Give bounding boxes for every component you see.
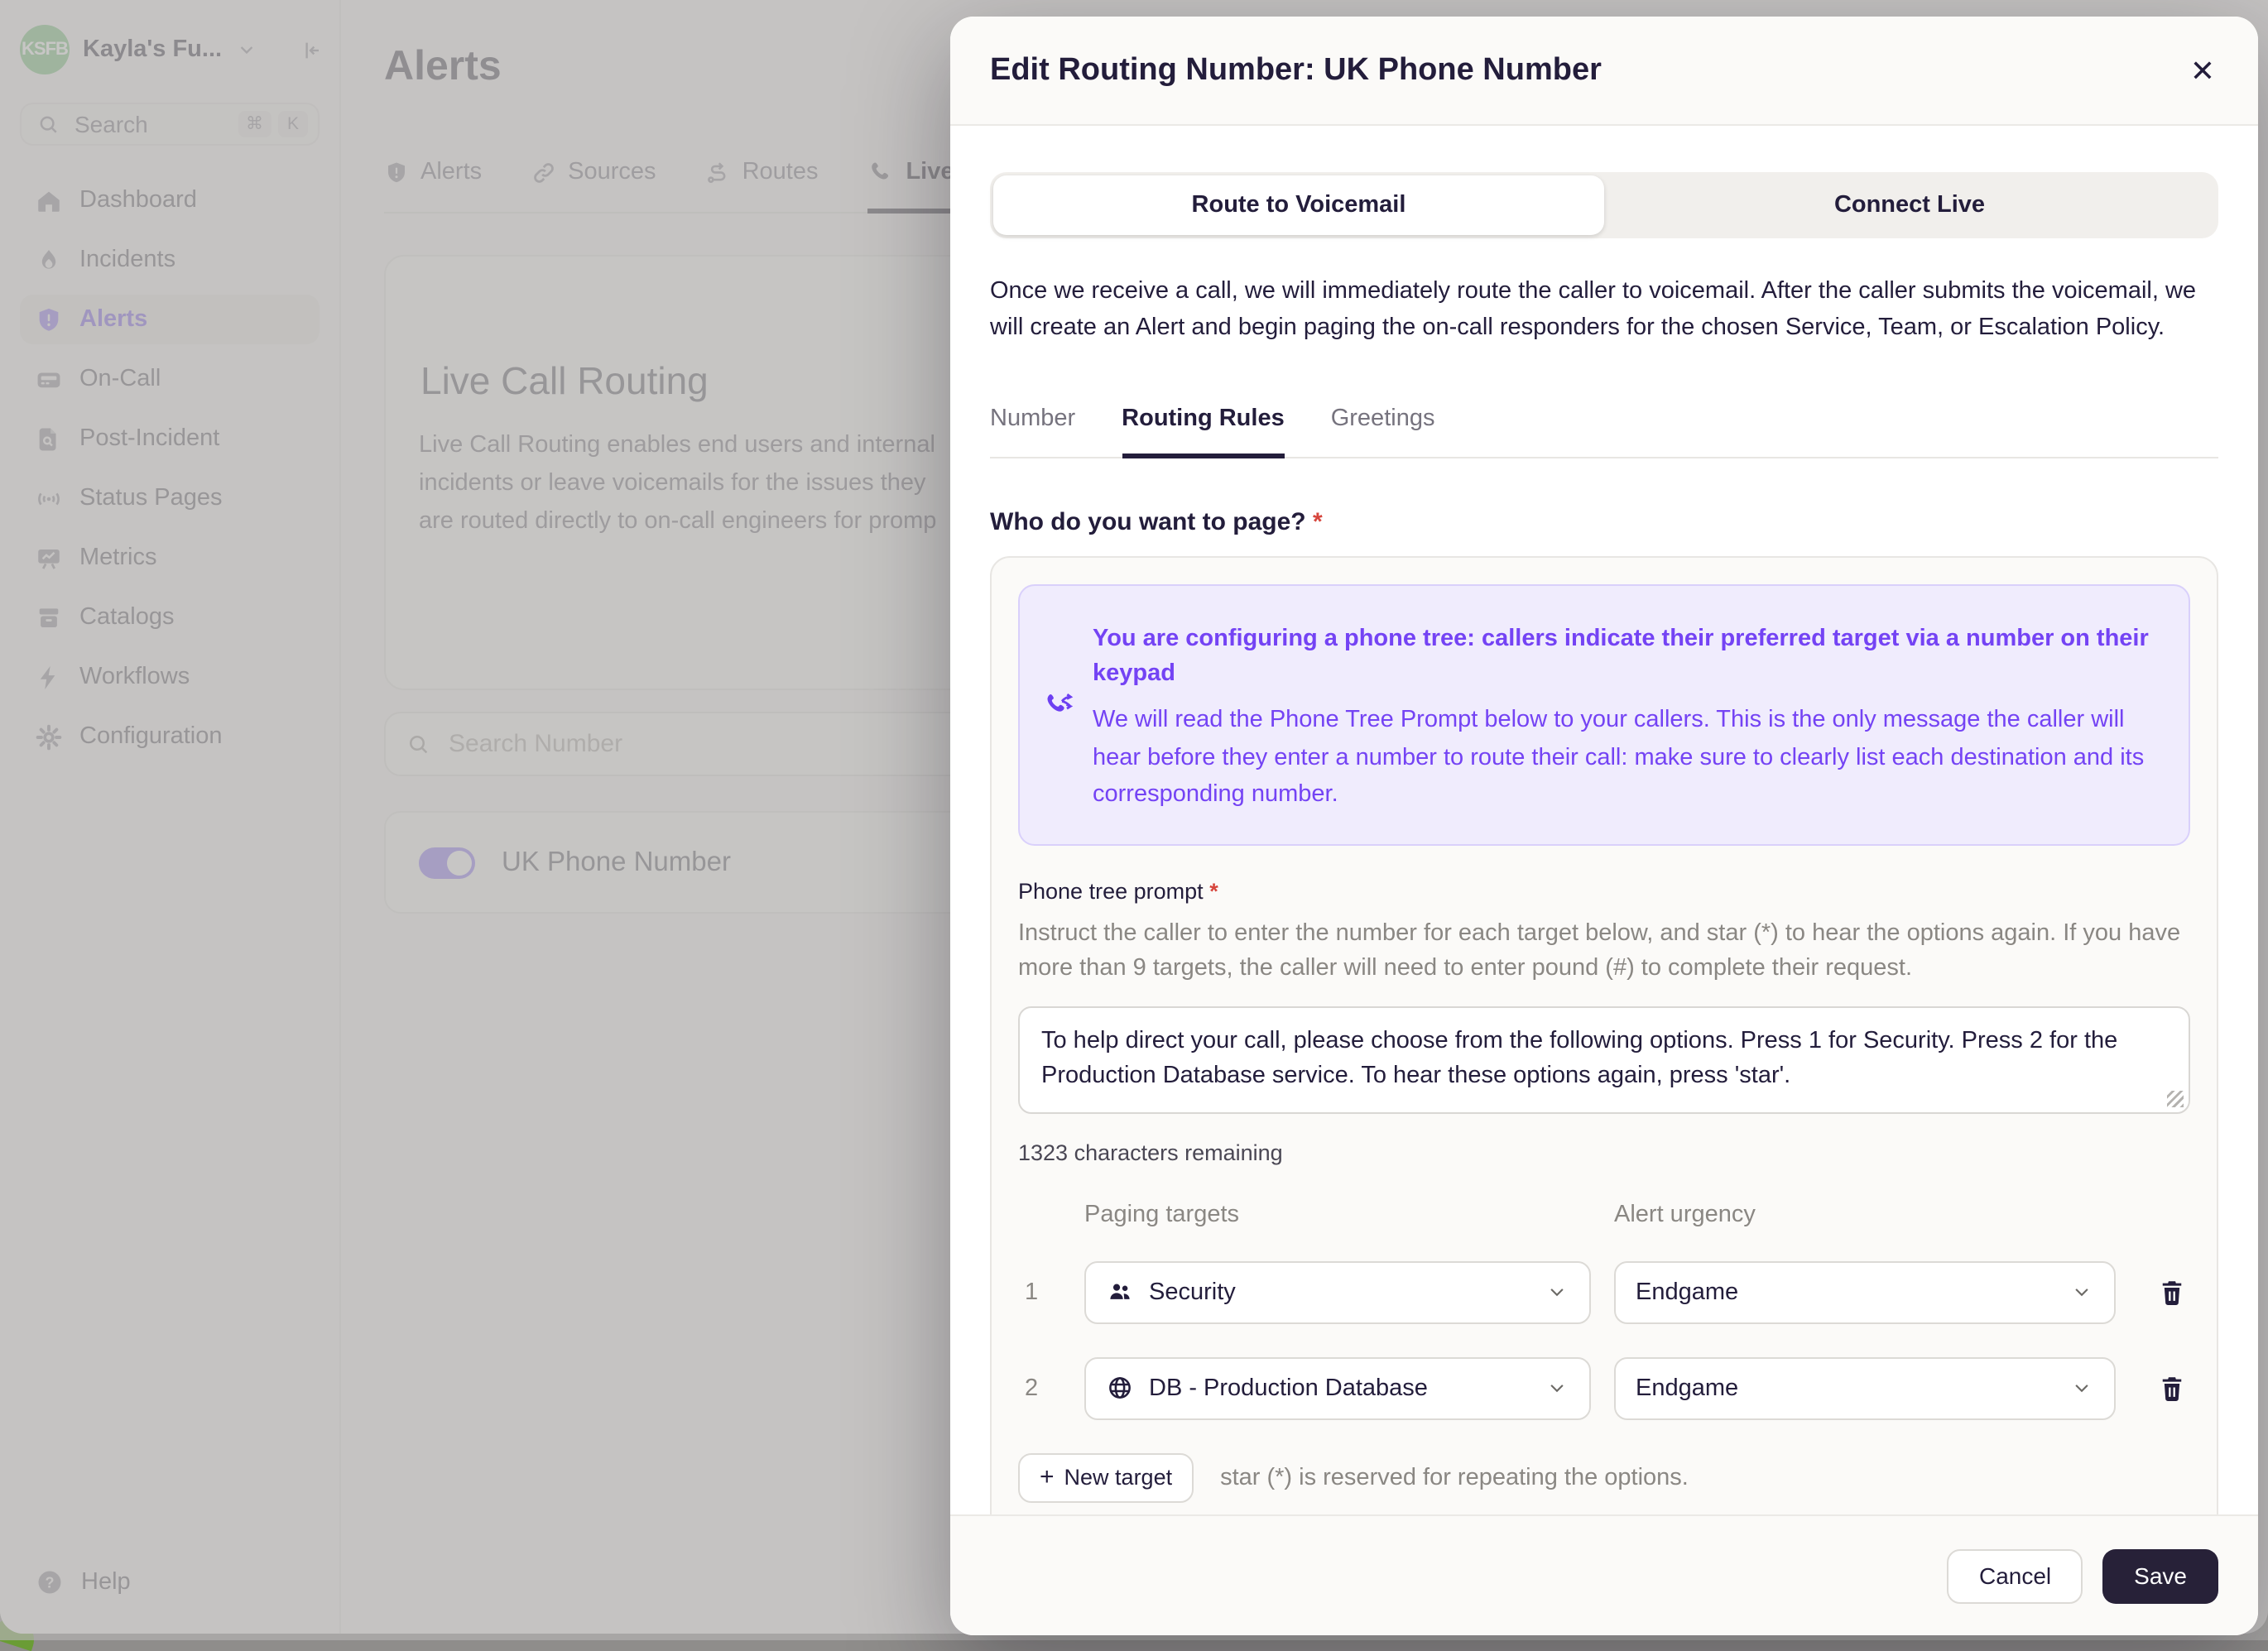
row-number: 1 <box>1025 1279 1039 1305</box>
chevron-down-icon <box>2069 1375 2094 1400</box>
cancel-button[interactable]: Cancel <box>1948 1548 2083 1603</box>
chevron-down-icon <box>2069 1279 2094 1304</box>
target-select-1[interactable] <box>1084 1260 1591 1323</box>
phone-tree-prompt-value: To help direct your call, please choose from the following options. Press 1 for Security. Press 2 for the Production Database service. To hear these options again, press 'star'. <box>1041 1027 2118 1089</box>
urgency-select-1[interactable] <box>1614 1260 2116 1323</box>
save-button[interactable]: Save <box>2102 1548 2218 1603</box>
required-asterisk: * <box>1209 878 1218 903</box>
segment-route-to-voicemail[interactable]: Route to Voicemail <box>993 175 1604 235</box>
row-number: 2 <box>1025 1375 1039 1401</box>
new-target-button[interactable] <box>1018 1452 1194 1502</box>
new-target-label: New target <box>1064 1465 1173 1490</box>
star-reserved-note: star (*) is reserved for repeating the options. <box>1220 1464 1689 1490</box>
phone-tree-prompt-label <box>1018 878 2190 903</box>
voicemail-description: Once we receive a call, we will immediately route the caller to voicemail. After the caller submits the voicemail, we will create an Alert and begin paging the on-call responders for the chosen Service, Team, or Escalation Policy. <box>990 278 2197 340</box>
routing-rules-card <box>990 556 2218 1514</box>
who-to-page-heading <box>990 508 2218 536</box>
target-select-value: DB - Production Database <box>1149 1375 1428 1401</box>
phone-tree-prompt-textarea[interactable] <box>1018 1005 2190 1113</box>
callout-bold-line: You are configuring a phone tree: callers indicate their preferred target via a number on their keypad <box>1093 626 2149 687</box>
modal-tab-bar <box>990 406 2218 458</box>
urgency-select-2[interactable] <box>1614 1356 2116 1419</box>
who-to-page-text: Who do you want to page? <box>990 508 1306 536</box>
globe-icon <box>1106 1374 1134 1402</box>
modal-footer <box>950 1514 2258 1635</box>
characters-remaining: 1323 characters remaining <box>1018 1140 1283 1164</box>
delete-target-button-2[interactable] <box>2139 1373 2205 1403</box>
phone-split-icon <box>1043 689 1076 814</box>
new-target-row <box>1018 1452 2190 1502</box>
textarea-resize-handle[interactable] <box>2167 1090 2184 1106</box>
target-select-value: Security <box>1149 1279 1236 1305</box>
prompt-label-text: Phone tree prompt <box>1018 878 1204 903</box>
chevron-down-icon <box>1545 1375 1569 1400</box>
chevron-down-icon <box>1545 1279 1569 1304</box>
segment-connect-live[interactable]: Connect Live <box>1833 192 1986 218</box>
tab-greetings[interactable]: Greetings <box>1330 406 1435 432</box>
trash-icon <box>2157 1373 2187 1403</box>
team-icon <box>1106 1278 1134 1306</box>
phone-tree-callout <box>1018 584 2190 845</box>
modal-body <box>950 126 2258 1514</box>
tab-number[interactable]: Number <box>990 406 1076 432</box>
modal-header <box>950 17 2258 126</box>
modal-title: Edit Routing Number: UK Phone Number <box>990 52 1602 87</box>
trash-icon <box>2157 1277 2187 1307</box>
edit-routing-number-modal <box>950 17 2258 1635</box>
routing-mode-segmented-control <box>990 172 2218 238</box>
paging-targets-table <box>1018 1201 2190 1419</box>
required-asterisk: * <box>1312 508 1323 536</box>
phone-tree-prompt-helper: Instruct the caller to enter the number for each target below, and star (*) to hear the options again. If you have more than 9 targets, the caller will need to enter pound (#) to complete their request. <box>1018 919 2181 981</box>
callout-texts <box>1093 612 2159 814</box>
delete-target-button-1[interactable] <box>2139 1277 2205 1307</box>
callout-body: We will read the Phone Tree Prompt below to your callers. This is the only message the caller will hear before they enter a number to route their call: make sure to clearly list each destination and its corresponding number. <box>1093 707 2145 808</box>
target-select-2[interactable] <box>1084 1356 1591 1419</box>
close-icon[interactable]: ✕ <box>2189 54 2215 87</box>
paging-targets-header: Paging targets <box>1084 1201 1240 1227</box>
urgency-select-value: Endgame <box>1636 1375 1739 1401</box>
tab-routing-rules[interactable]: Routing Rules <box>1122 406 1285 458</box>
plus-icon: + <box>1040 1463 1055 1491</box>
urgency-select-value: Endgame <box>1636 1279 1739 1305</box>
alert-urgency-header: Alert urgency <box>1614 1201 1756 1227</box>
